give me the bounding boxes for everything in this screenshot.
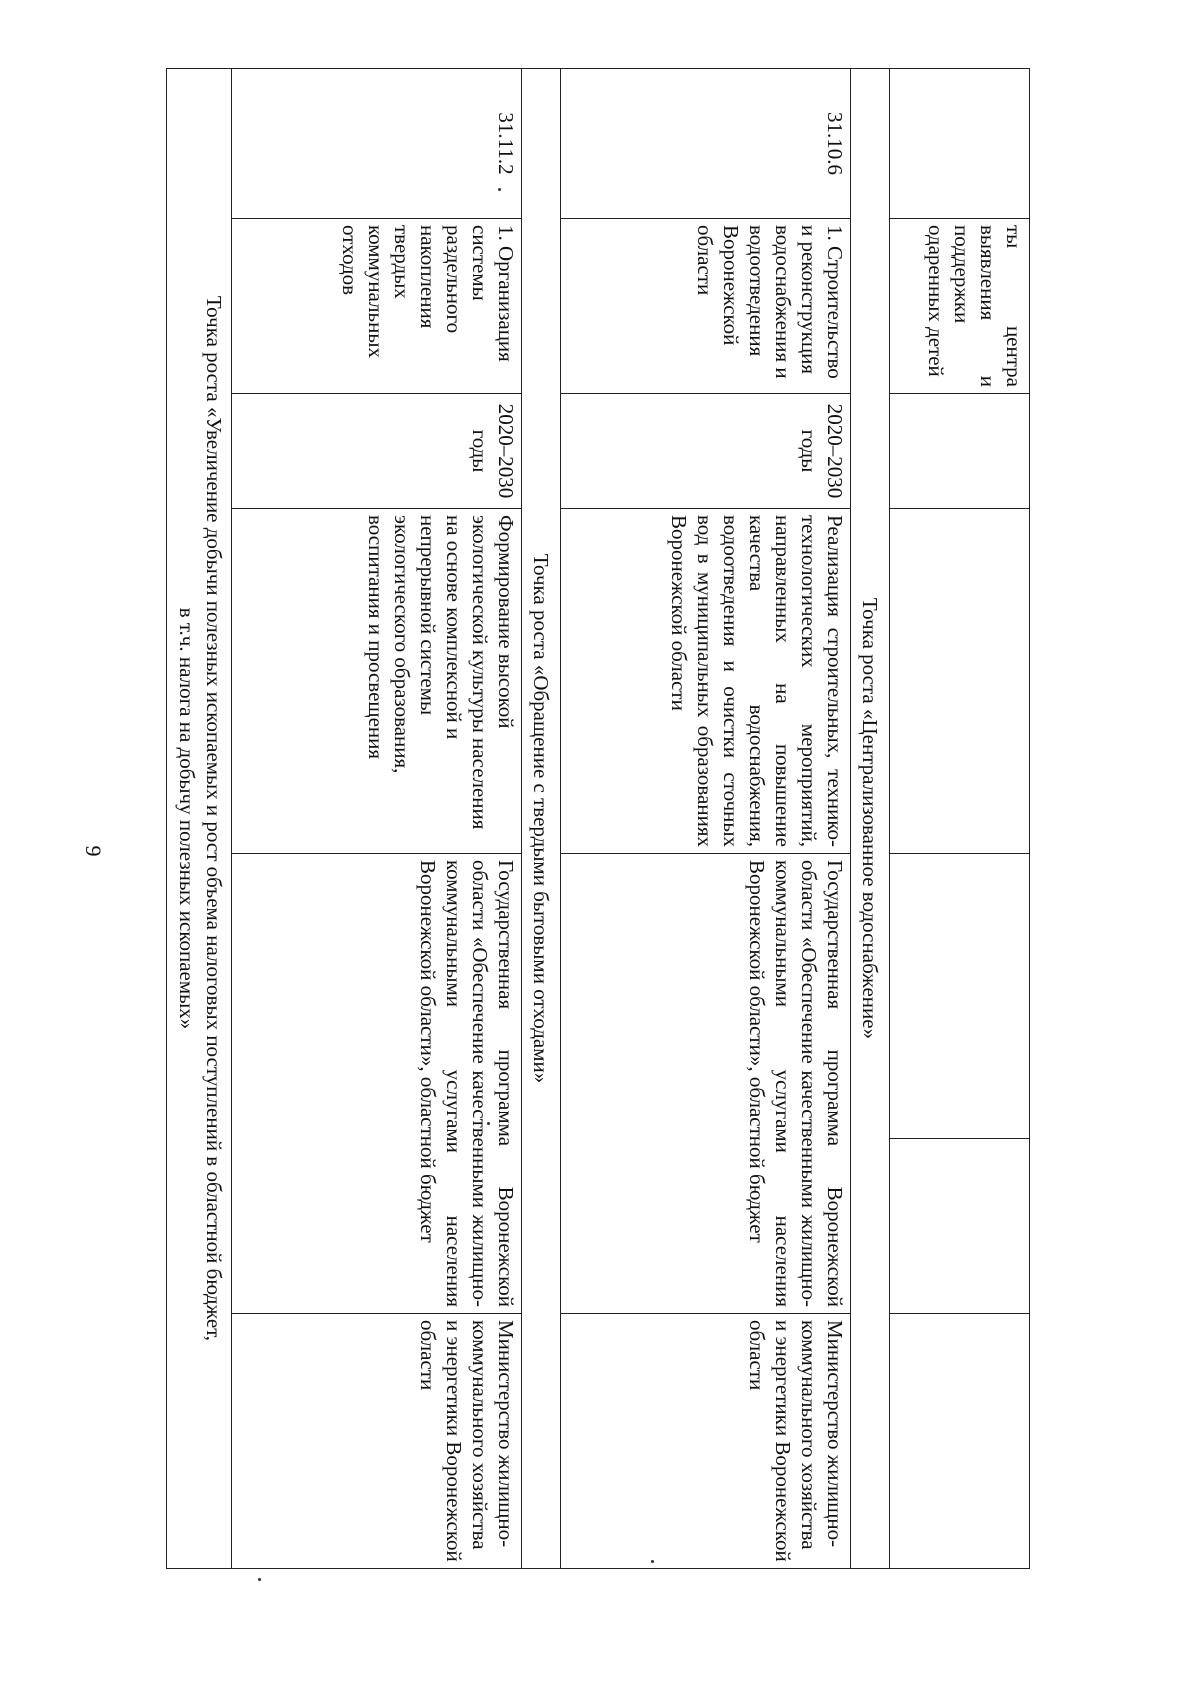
row-program: Государственная программа Воронежской области «Обеспечение качественными жилищно-коммунальными услугами населения Воронежской области», областной бюджет	[232, 854, 522, 1314]
row-code: 31.10.6	[561, 69, 851, 219]
row-project: 1. Организация системы раздельного накопления твердых коммунальных отходов	[232, 219, 522, 394]
table-row-top	[890, 69, 1030, 1569]
row-program: Государственная программа Воронежской области «Обеспечение качественными жилищно-коммунальными услугами населения Воронежской области», областной бюджет	[561, 854, 851, 1314]
top-cell-code	[890, 69, 1030, 219]
footer-heading-row	[167, 69, 232, 1569]
row-measures: Реализация строительных, технико-технологических мероприятий, направленных на повышение качества водоснабжения, водоотведения и очистки сточных вод в муниципальных образованиях Воронежской области	[561, 509, 851, 854]
measures-table	[166, 68, 1030, 1569]
footer-line-1: Точка роста «Увеличение добычи полезных ископаемых и рост объема налоговых поступлений в областной бюджет,	[202, 295, 226, 1342]
page-number: 9	[81, 845, 106, 857]
section-heading-row	[851, 69, 890, 1569]
top-cell-program	[890, 854, 1030, 1139]
row-period: 2020–2030 годы	[232, 394, 522, 509]
row-responsible: Министерство жилищно-коммунального хозяйства и энергетики Воронежской области	[232, 1314, 522, 1569]
row-period: 2020–2030 годы	[561, 394, 851, 509]
row-code: 31.11.2	[232, 69, 522, 219]
top-cell-empty	[890, 1139, 1030, 1314]
section-heading: Точка роста «Централизованное водоснабжение»	[851, 69, 890, 1569]
footer-heading	[167, 69, 232, 1569]
table-row	[561, 69, 851, 1569]
top-cell-period	[890, 394, 1030, 509]
section-heading: Точка роста «Обращение с твердыми бытовыми отходами»	[522, 69, 561, 1569]
top-cell-responsible	[890, 1314, 1030, 1569]
row-project: 1. Строительство и реконструкция водоснабжения и водоотведения Воронежской области	[561, 219, 851, 394]
top-cell-project	[890, 219, 1030, 394]
top-cell-text: ты центра выявления и поддержки одаренных детей	[924, 225, 1026, 387]
row-measures: Формирование высокой экологической культуры населения на основе комплексной и непрерывной системы экологического образования, воспитания и просвещения	[232, 509, 522, 854]
top-cell-measures	[890, 509, 1030, 854]
row-responsible: Министерство жилищно-коммунального хозяйства и энергетики Воронежской области	[561, 1314, 851, 1569]
footer-line-2: в т.ч. налога на добычу полезных ископаемых»	[175, 607, 199, 1030]
section-heading-row	[522, 69, 561, 1569]
scan-speck	[258, 1578, 261, 1581]
table-row	[232, 69, 522, 1569]
rotated-table	[130, 68, 1030, 1568]
